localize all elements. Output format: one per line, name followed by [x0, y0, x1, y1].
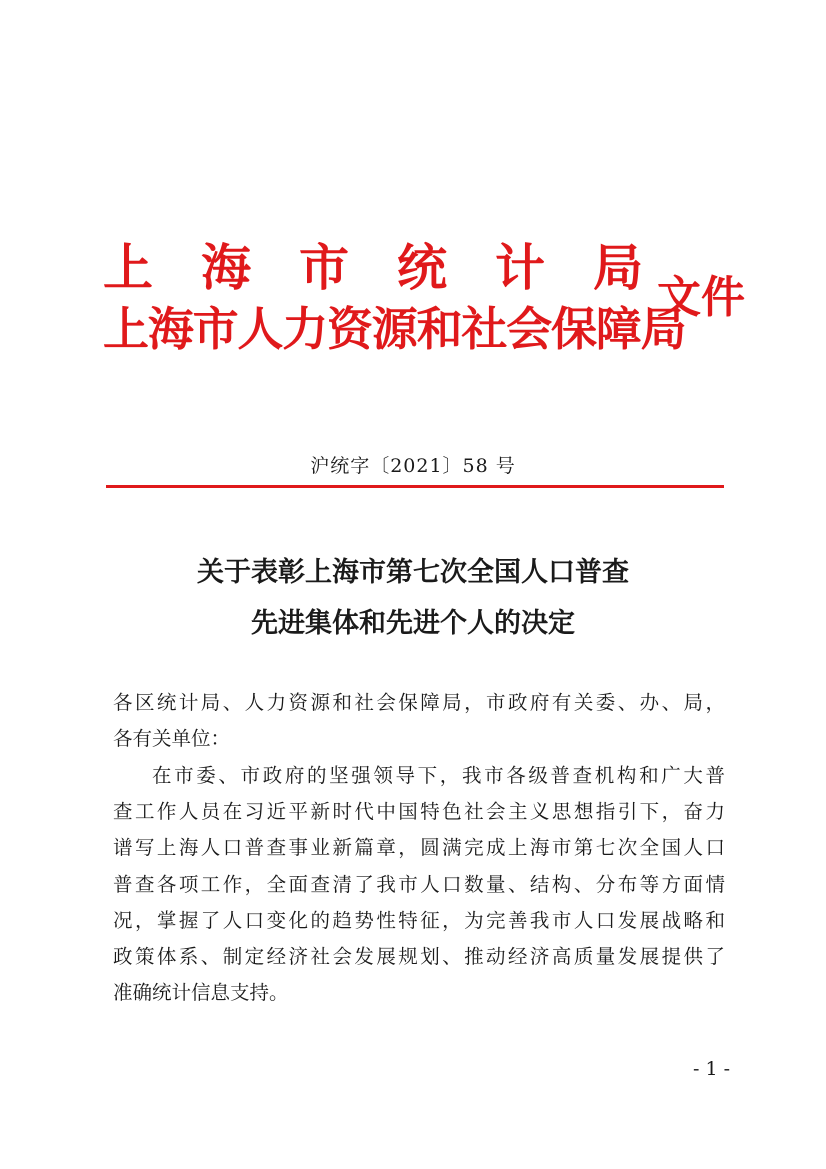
- document-title-line-1: 关于表彰上海市第七次全国人口普查: [197, 557, 629, 588]
- addressee-block: [113, 685, 725, 757]
- document-number: 沪统字〔2021〕58 号: [310, 455, 516, 477]
- paragraph-line: 准确统计信息支持。: [113, 981, 289, 1005]
- paragraph-line: 普查各项工作，全面查清了我市人口数量、结构、分布等方面情: [113, 872, 725, 896]
- paragraph-line: 谱写上海人口普查事业新篇章，圆满完成上海市第七次全国人口: [113, 836, 725, 860]
- document-title-line-2: 先进集体和先进个人的决定: [251, 608, 575, 639]
- issuer-char: 市: [299, 238, 349, 297]
- addressee-line: 各区统计局、人力资源和社会保障局，市政府有关委、办、局，: [113, 691, 725, 714]
- issuer-statistics-bureau: [103, 238, 643, 297]
- issuer-char: 海: [201, 238, 251, 297]
- document-type-label: 文件: [657, 272, 745, 323]
- page-number: - 1 -: [692, 1058, 730, 1080]
- paragraph-line: 政策体系、制定经济社会发展规划、推动经济高质量发展提供了: [113, 945, 725, 969]
- issuer-hr-bureau: 上海市人力资源和社会保障局: [103, 302, 686, 356]
- issuer-char: 上: [103, 238, 153, 297]
- issuer-char: 统: [397, 238, 447, 297]
- addressee-line: 各有关单位：: [113, 727, 231, 751]
- body-paragraph: [113, 758, 725, 1011]
- paragraph-line: 在市委、市政府的坚强领导下，我市各级普查机构和广大普: [152, 764, 725, 787]
- paragraph-line: 况，掌握了人口变化的趋势性特征，为完善我市人口发展战略和: [113, 908, 725, 932]
- issuer-char: 计: [495, 238, 545, 297]
- issuer-char: 局: [593, 238, 643, 297]
- paragraph-line: 查工作人员在习近平新时代中国特色社会主义思想指引下，奋力: [113, 800, 725, 824]
- red-divider: [106, 485, 724, 488]
